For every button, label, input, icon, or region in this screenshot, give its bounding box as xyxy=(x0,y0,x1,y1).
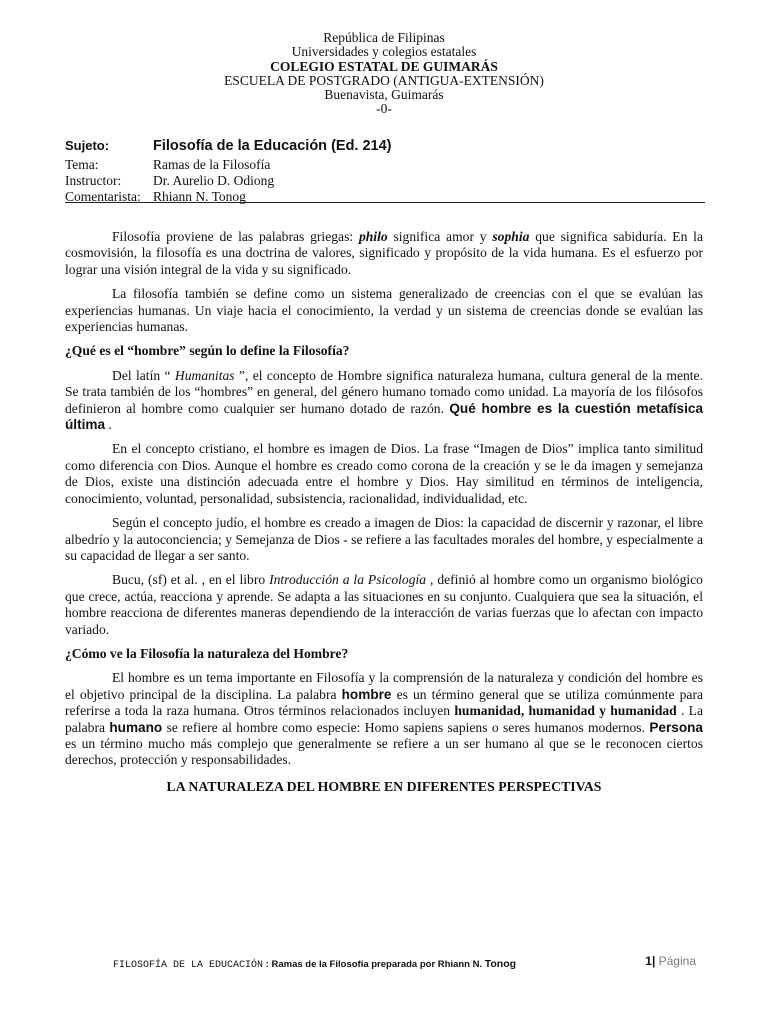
term-hombre: hombre xyxy=(341,686,392,702)
term-humanitas: Humanitas xyxy=(174,367,235,383)
paragraph-bucu xyxy=(65,572,703,638)
paragraph-philosophy-origin xyxy=(65,229,703,278)
header-country: República de Filipinas xyxy=(323,30,445,45)
document-body xyxy=(65,229,703,795)
footer-surname: Tonog xyxy=(484,958,517,970)
header-college: COLEGIO ESTATAL DE GUIMARÁS xyxy=(270,58,498,74)
page-word: Página xyxy=(655,954,696,968)
paragraph-philosophy-definition: La filosofía también se define como un sistema generalizado de creencias con el que se evalúan las experiencias humanas. Un viaje hacia el conocimiento, la verdad y un sistema de creencias donde se evalúan las experiencias humanas. xyxy=(65,286,703,335)
text-run: que significa sabiduría. En la cosmovisión, la filosofía es una doctrina de valores, significado y propósito de la vida humana. Es el esfuerzo por lograr una visión integral de la vida y su significado. xyxy=(65,229,703,277)
text-run: se refiere al hombre como especie: Homo sapiens sapiens o seres humanos modernos. xyxy=(162,719,650,735)
emphasis-metaphysical-question: es la cuestión metafísica última xyxy=(65,400,704,433)
paragraph-christian-concept: En el concepto cristiano, el hombre es imagen de Dios. La frase “Imagen de Dios” implica tanto similitud como diferencia con Dios. Aunque el hombre es creado como corona de la creación y se le da imagen y semejanza de Dios, existe una distinción adecuada entre el hombre y Dios. Hay similitud en términos de inteligencia, conocimiento, voluntad, personalidad, subsistencia, racionalidad, individualidad, etc. xyxy=(65,441,703,506)
text-run: El hombre es un tema importante en Filosofía y la comprensión de la naturaleza y condición del hombre es el objetivo principal de la disciplina. La palabra xyxy=(65,670,703,702)
emphasis-what-man: Qué hombre xyxy=(449,400,532,416)
page-number xyxy=(645,954,696,968)
text-run: . xyxy=(105,417,112,433)
instructor-label: Instructor: xyxy=(65,173,122,188)
header-divider xyxy=(65,202,705,203)
text-run: Bucu, (sf) et al. , en el libro xyxy=(112,572,270,588)
term-humano: humano xyxy=(109,719,163,735)
text-run: Filosofía proviene de las palabras griegas: xyxy=(112,229,359,244)
footer-description: : Ramas de la Filosofía preparada por Rhiann N. xyxy=(263,959,485,970)
instructor-value: Dr. Aurelio D. Odiong xyxy=(153,173,275,188)
text-run: ”, el concepto de Hombre significa naturaleza humana, cultura general de la mente. Se trata también de los “hombres” en general, del género humano tomado como unidad. La mayoría de los filósofos definieron al hombre como cualquier ser humano dotado de razón. xyxy=(65,367,703,416)
term-humanidad: humanidad, humanidad y humanidad xyxy=(454,703,677,719)
meta-topic-row xyxy=(65,157,705,173)
topic-value: Ramas de la Filosofía xyxy=(153,157,271,172)
term-philo: philo xyxy=(358,229,388,244)
paragraph-jewish-concept: Según el concepto judío, el hombre es creado a imagen de Dios: la capacidad de discernir y razonar, el libre albedrío y la autoconciencia; y Semejanza de Dios - se refiere a las facultades morales del hombre, y especialmente a su capacidad de llegar a ser santo. xyxy=(65,515,703,563)
commentator-label: Comentarista: xyxy=(65,189,141,204)
header-location: Buenavista, Guimarás xyxy=(324,87,444,103)
header-school: ESCUELA DE POSTGRADO (ANTIGUA-EXTENSIÓN) xyxy=(224,72,544,88)
header-separator: -0- xyxy=(376,101,392,117)
page-footer xyxy=(113,954,703,971)
subject-label: Sujeto: xyxy=(65,138,110,153)
meta-instructor-row xyxy=(65,173,705,189)
paragraph-man-in-philosophy xyxy=(65,670,703,768)
text-run: significa amor y xyxy=(387,229,493,244)
document-header xyxy=(0,31,768,117)
section-title-perspectives: LA NATURALEZA DEL HOMBRE EN DIFERENTES PERSPECTIVAS xyxy=(166,778,602,794)
header-university: Universidades y colegios estatales xyxy=(291,44,477,60)
footer-course: FILOSOFÍA DE LA EDUCACIÓN xyxy=(113,960,264,971)
paragraph-humanitas xyxy=(65,368,703,434)
text-run: , definió al hombre como un organismo biológico que crece, actúa, reacciona y aprende. Se adapta a las situaciones en su conjunto. Cualquiera que sea la situación, el hombre reacciona de diferentes maneras dependiendo de la interacción de varias fuerzas que lo afectan con impacto variado. xyxy=(65,572,703,637)
text-run: . La palabra xyxy=(65,703,703,735)
meta-subject-row xyxy=(65,138,705,154)
term-sophia: sophia xyxy=(492,229,530,244)
commentator-value: Rhiann N. Tonog xyxy=(153,189,246,204)
heading-nature-of-man: ¿Cómo ve la Filosofía la naturaleza del Hombre? xyxy=(65,645,349,661)
topic-label: Tema: xyxy=(65,157,99,172)
book-title: Introducción a la Psicología xyxy=(269,572,427,588)
heading-what-is-man: ¿Qué es el “hombre” según lo define la Filosofía? xyxy=(65,343,350,359)
subject-value: Filosofía de la Educación (Ed. 214) xyxy=(153,138,392,154)
text-run: es un término general que se utiliza comúnmente para referirse a toda la raza humana. Otros términos relacionados incluyen xyxy=(65,686,704,719)
text-run: es un término mucho más complejo que generalmente se refiere a un ser humano al que se le reconocen ciertos derechos, protección y responsabilidades. xyxy=(65,735,703,768)
text-run: Del latín “ xyxy=(112,367,175,383)
document-meta xyxy=(65,138,705,205)
term-persona: Persona xyxy=(649,719,703,735)
page-number-value: 1| xyxy=(645,954,656,968)
